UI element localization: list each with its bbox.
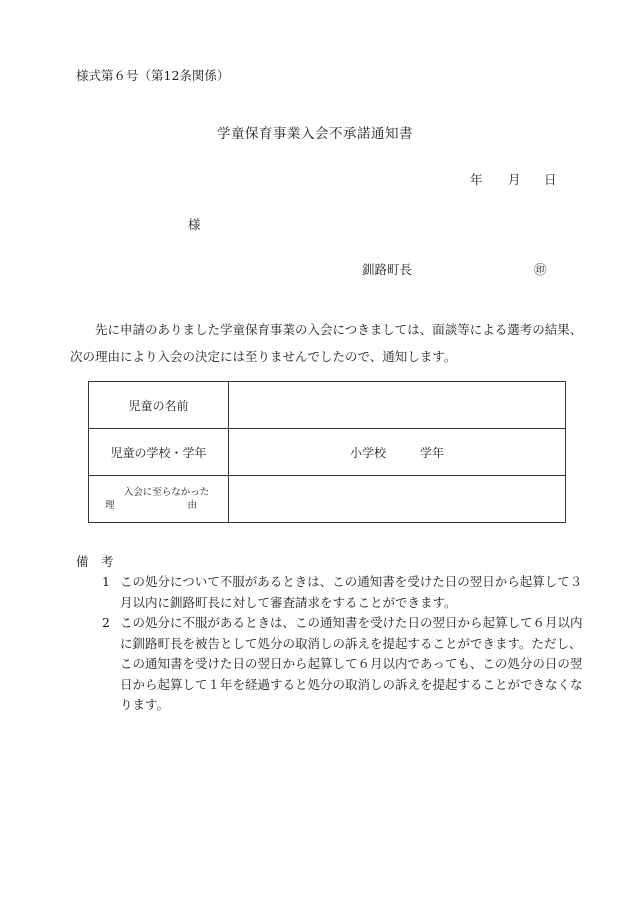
note-item — [90, 613, 588, 716]
reason-label — [89, 476, 229, 523]
body-line-1: 先に申請のありました学童保育事業の入会につきましては、面談等による選考の結果、 — [95, 322, 583, 337]
date-day-label: 日 — [544, 172, 557, 187]
reason-label-char2: 由 — [187, 500, 197, 511]
body-line-2: 次の理由により入会の決定には至りませんでしたので、通知します。 — [70, 349, 457, 364]
issuer-name: 釧路町長 — [362, 262, 413, 277]
note-number: 1 — [102, 574, 110, 589]
addressee-suffix: 様 — [188, 217, 201, 232]
note-number: 2 — [102, 615, 110, 630]
note-item — [90, 572, 588, 613]
document-title: 学童保育事業入会不承諾通知書 — [217, 126, 413, 142]
reason-label-line1: 入会に至らなかった — [123, 487, 210, 498]
table-row-reason — [89, 476, 566, 523]
note-text: この処分について不服があるときは、この通知書を受けた日の翌日から起算して３月以内に釧路町長に対して審査請求をすることができます。 — [120, 574, 583, 610]
school-grade-label: 児童の学校・学年 — [89, 429, 229, 476]
school-suffix: 小学校 — [349, 445, 386, 460]
grade-suffix: 学年 — [420, 445, 445, 460]
body-text — [70, 316, 590, 370]
notes-heading: 備 考 — [76, 554, 114, 569]
note-text: この処分に不服があるときは、この通知書を受けた日の翌日から起算して６月以内に釧路町長を被告として処分の取消しの訴えを提起することができます。ただし、この通知書を受けた日の翌日から起算して６月以内であっても、この処分の日の翌日から起算して１年を経過すると処分の取消しの訴えを提起することができなくなります。 — [120, 615, 583, 712]
info-table — [88, 381, 566, 523]
table-row-school-grade — [89, 429, 566, 476]
reason-label-char1: 理 — [105, 500, 115, 511]
form-number: 様式第６号（第12条関係） — [76, 68, 230, 83]
reason-field[interactable] — [229, 476, 566, 523]
table-row-child-name — [89, 382, 566, 429]
seal-mark: ㊞ — [534, 262, 547, 277]
date-month-label: 月 — [508, 172, 521, 187]
child-name-label: 児童の名前 — [89, 382, 229, 429]
child-name-field[interactable] — [229, 382, 566, 429]
notes-list — [90, 572, 588, 716]
date-year-label: 年 — [470, 172, 483, 187]
school-grade-field[interactable] — [229, 429, 566, 476]
